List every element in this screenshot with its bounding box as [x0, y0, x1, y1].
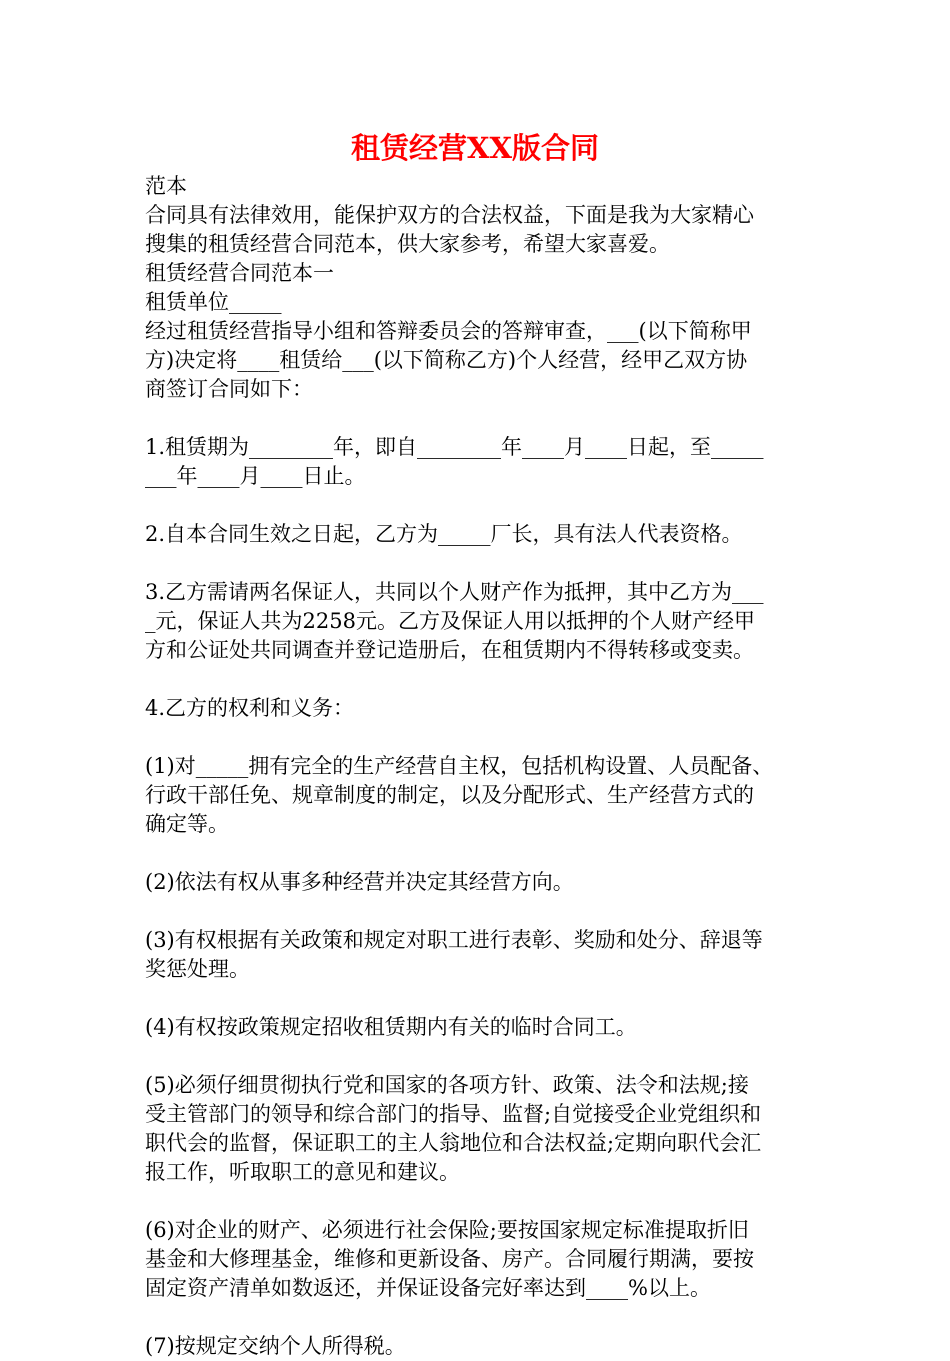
body-line: 职代会的监督，保证职工的主人翁地位和合法权益;定期向职代会汇 — [145, 1131, 762, 1155]
body-line: (6)对企业的财产、必须进行社会保险;要按国家规定标准提取折旧 — [145, 1218, 749, 1242]
body-line: 奖惩处理。 — [145, 957, 250, 981]
body-line: ___年____月____日止。 — [145, 464, 366, 488]
body-line: 3.乙方需请两名保证人，共同以个人财产作为抵押，其中乙方为___ — [145, 580, 764, 604]
body-line: 行政干部任免、规章制度的制定，以及分配形式、生产经营方式的 — [145, 783, 754, 807]
body-line: 经过租赁经营指导小组和答辩委员会的答辩审查，___(以下简称甲 — [145, 319, 752, 343]
blank-line — [145, 549, 810, 578]
body-line: 方和公证处共同调查并登记造册后，在租赁期内不得转移或变卖。 — [145, 638, 754, 662]
blank-line — [145, 1303, 810, 1332]
blank-line — [145, 404, 810, 433]
body-line: 1.租赁期为________年，即自________年____月____日起，至_____ — [145, 435, 764, 459]
body-line: 4.乙方的权利和义务： — [145, 696, 355, 720]
blank-line — [145, 723, 810, 752]
body-line: 基金和大修理基金，维修和更新设备、房产。合同履行期满，要按 — [145, 1247, 754, 1271]
body-line: _元，保证人共为2258元。乙方及保证人用以抵押的个人财产经甲 — [145, 609, 755, 633]
blank-line — [145, 1187, 810, 1216]
document-body — [145, 172, 810, 1361]
body-line: 方)决定将____租赁给___(以下简称乙方)个人经营，经甲乙双方协 — [145, 348, 748, 372]
blank-line — [145, 897, 810, 926]
body-line: (4)有权按政策规定招收租赁期内有关的临时合同工。 — [145, 1015, 637, 1039]
body-line: 租赁单位_____ — [145, 290, 282, 314]
body-line: 合同具有法律效用，能保护双方的合法权益，下面是我为大家精心 — [145, 203, 754, 227]
body-line: (7)按规定交纳个人所得税。 — [145, 1334, 406, 1358]
body-line: (2)依法有权从事多种经营并决定其经营方向。 — [145, 870, 574, 894]
body-line: 商签订合同如下： — [145, 377, 313, 401]
body-line: (3)有权根据有关政策和规定对职工进行表彰、奖励和处分、辞退等 — [145, 928, 763, 952]
body-line: 受主管部门的领导和综合部门的指导、监督;自觉接受企业党组织和 — [145, 1102, 762, 1126]
body-line: 搜集的租赁经营合同范本，供大家参考，希望大家喜爱。 — [145, 232, 670, 256]
body-line: 租赁经营合同范本一 — [145, 261, 334, 285]
blank-line — [145, 839, 810, 868]
blank-line — [145, 984, 810, 1013]
body-line: 2.自本合同生效之日起，乙方为_____厂长，具有法人代表资格。 — [145, 522, 743, 546]
body-line: (1)对_____拥有完全的生产经营自主权，包括机构设置、人员配备、 — [145, 754, 774, 778]
document-title: 租赁经营XX版合同 — [350, 131, 599, 165]
blank-line — [145, 1042, 810, 1071]
blank-line — [145, 491, 810, 520]
body-line: (5)必须仔细贯彻执行党和国家的各项方针、政策、法令和法规;接 — [145, 1073, 749, 1097]
body-line: 固定资产清单如数返还，并保证设备完好率达到____%以上。 — [145, 1276, 711, 1300]
body-line: 报工作，听取职工的意见和建议。 — [145, 1160, 460, 1184]
body-line: 范本 — [145, 174, 187, 198]
body-line: 确定等。 — [145, 812, 229, 836]
blank-line — [145, 665, 810, 694]
